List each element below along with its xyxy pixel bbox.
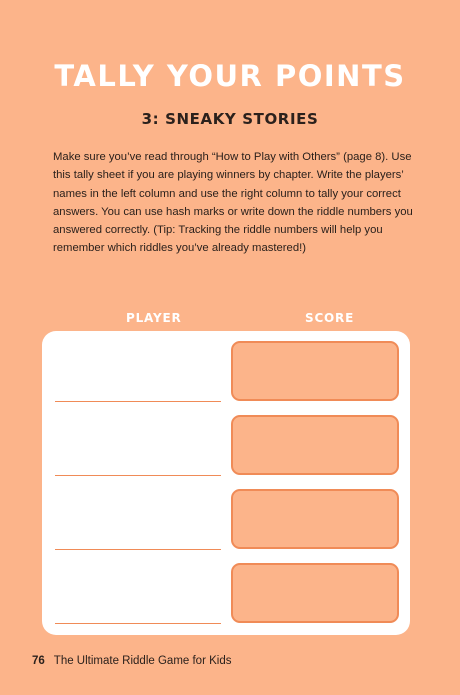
player-name-line-2[interactable] — [55, 475, 221, 476]
tally-card — [42, 331, 410, 635]
score-box-2[interactable] — [231, 415, 399, 475]
page-title: TALLY YOUR POINTS — [54, 59, 406, 93]
score-box-1[interactable] — [231, 341, 399, 401]
book-title: The Ultimate Riddle Game for Kids — [53, 655, 232, 667]
score-column-header: SCORE — [305, 311, 355, 325]
page-footer — [32, 653, 231, 669]
player-column-header: PLAYER — [126, 311, 182, 325]
instructions-paragraph: Make sure you’ve read through “How to Play with Others” (page 8). Use this tally sheet if you are playing winners by chapter. Write the players’ names in the left column and use the right column to tally your correct answers. You can use hash marks or write down the riddle numbers you answered correctly. (Tip: Tracking the riddle numbers will help you remember which riddles you’ve already mastered!) — [53, 151, 413, 255]
player-name-line-1[interactable] — [55, 401, 221, 402]
score-box-3[interactable] — [231, 489, 399, 549]
chapter-subtitle: 3: SNEAKY STORIES — [141, 110, 319, 128]
page-number: 76 — [32, 655, 45, 667]
player-name-line-3[interactable] — [55, 549, 221, 550]
player-name-line-4[interactable] — [55, 623, 221, 624]
score-box-4[interactable] — [231, 563, 399, 623]
